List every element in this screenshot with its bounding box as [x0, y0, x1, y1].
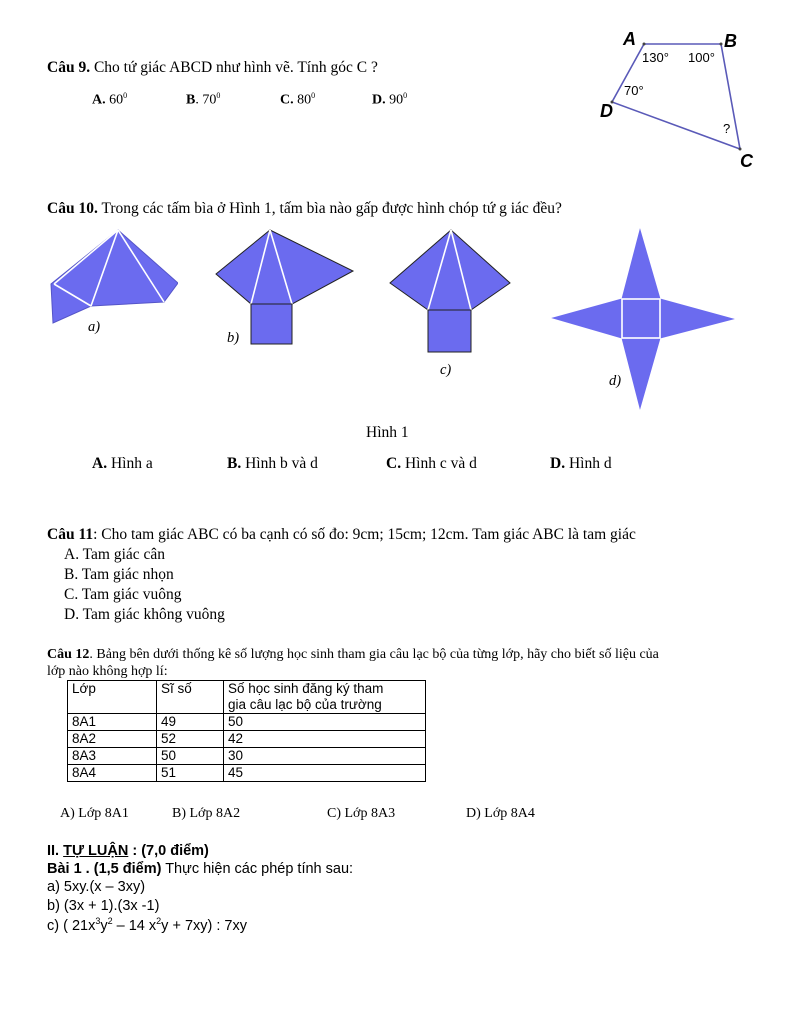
q11-option-d: D. Tam giác không vuông: [64, 606, 225, 623]
q11-option-b: B. Tam giác nhọn: [64, 566, 174, 583]
vertex-b-label: B: [724, 31, 737, 51]
question-12: [47, 646, 659, 680]
item-c-part-3: – 14 x: [112, 917, 157, 934]
q9-option-b: [186, 91, 220, 109]
q11-option-c: C. Tam giác vuông: [64, 586, 182, 603]
q10-option-d-letter: D.: [550, 455, 566, 472]
question-10-label: Câu 10.: [47, 200, 98, 217]
question-11-text: : Cho tam giác ABC có ba cạnh có số đo: 9cm; 15cm; 12cm. Tam giác ABC là tam giác: [93, 526, 636, 543]
net-a-figure: [48, 228, 178, 328]
q10-option-c: [386, 454, 477, 474]
net-b-shape: [216, 230, 353, 344]
row-4-size: 51: [157, 765, 224, 782]
item-c-part-2: y: [100, 917, 108, 934]
table-row: [68, 765, 426, 782]
row-2-class: 8A2: [68, 731, 157, 748]
bai-1-item-c: [47, 916, 247, 934]
item-c-part-4: y + 7xy) : 7xy: [161, 917, 247, 934]
part-2-heading-prefix: II.: [47, 843, 64, 859]
bai-1-heading: [47, 861, 353, 877]
header-class: Lớp: [68, 681, 157, 714]
question-12-label: Câu 12: [47, 647, 90, 662]
bai-1-item-a: a) 5xy.(x – 3xy): [47, 879, 146, 895]
q10-option-c-text: Hình c và d: [404, 455, 477, 472]
q10-option-b-letter: B.: [227, 455, 242, 472]
header-class-size: Sĩ số: [157, 681, 224, 714]
bai-1-label: Bài 1 . (1,5 điểm): [47, 861, 162, 877]
q9-option-c-value: 80: [297, 92, 312, 108]
q9-option-d: [372, 91, 407, 109]
part-2-heading: [47, 843, 209, 859]
header-club-count: [224, 681, 426, 714]
q12-option-c: C) Lớp 8A3: [327, 806, 396, 821]
item-c-exp-1: 3: [95, 916, 101, 926]
question-12-text-line1: . Bảng bên dưới thống kê số lượng học sinh tham gia câu lạc bộ của từng lớp, hãy cho biết số liệu của: [89, 647, 659, 662]
row-3-count: 30: [224, 748, 426, 765]
angle-c-unknown: ?: [723, 121, 731, 136]
vertex-a-label: A: [623, 29, 636, 49]
q9-option-a: [92, 91, 127, 109]
q10-option-b-text: Hình b và d: [245, 455, 318, 472]
header-club-count-line1: Số học sinh đăng ký tham: [228, 681, 384, 696]
q9-option-b-letter: B: [186, 92, 196, 108]
row-2-count: 42: [224, 731, 426, 748]
angle-a-label: 130°: [642, 50, 669, 65]
net-c-figure: [387, 228, 513, 356]
net-d-figure: [550, 228, 736, 410]
net-d-caption: d): [609, 373, 622, 389]
table-row: [68, 731, 426, 748]
row-3-size: 50: [157, 748, 224, 765]
bai-1-item-b: b) (3x + 1).(3x -1): [47, 898, 160, 914]
q11-option-a: A. Tam giác cân: [64, 546, 166, 563]
bai-1-text: Thực hiện các phép tính sau:: [161, 861, 354, 877]
q12-option-d: D) Lớp 8A4: [466, 806, 535, 821]
q9-option-b-value: . 70: [195, 92, 217, 108]
row-1-size: 49: [157, 714, 224, 731]
q9-option-a-value: 60: [109, 92, 124, 108]
figure-1-title: Hình 1: [366, 424, 409, 441]
q10-option-d-text: Hình d: [568, 455, 612, 472]
net-a-shape: [51, 230, 178, 323]
vertex-c-label: C: [740, 151, 753, 171]
net-d-shape: [553, 230, 733, 408]
q10-option-b: [227, 454, 318, 474]
item-c-exp-2: 2: [107, 916, 113, 926]
question-10-text: Trong các tấm bìa ở Hình 1, tấm bìa nào gấp được hình chóp tứ g iác đều?: [101, 200, 562, 217]
header-club-count-line2: gia câu lạc bộ của trường: [228, 697, 382, 712]
table-row: [68, 748, 426, 765]
table-header-row: [68, 681, 426, 714]
q9-option-c-sup: 0: [311, 91, 316, 100]
row-1-class: 8A1: [68, 714, 157, 731]
vertex-d-label: D: [600, 101, 613, 121]
angle-d-label: 70°: [624, 83, 644, 98]
question-11-label: Câu 11: [47, 526, 94, 543]
net-c-shape: [390, 230, 510, 352]
q12-option-b: B) Lớp 8A2: [172, 806, 241, 821]
row-3-class: 8A3: [68, 748, 157, 765]
q9-option-c: [280, 91, 315, 109]
q9-option-b-sup: 0: [216, 91, 221, 100]
row-4-class: 8A4: [68, 765, 157, 782]
q10-option-a-text: Hình a: [110, 455, 153, 472]
item-c-part-1: c) ( 21x: [47, 917, 96, 934]
question-12-text-line2: lớp nào không hợp lí:: [47, 664, 168, 679]
item-c-exp-3: 2: [156, 916, 162, 926]
q12-option-a: A) Lớp 8A1: [60, 806, 129, 821]
question-10: [47, 199, 562, 219]
question-9-label: Câu 9.: [47, 59, 91, 76]
question-11: [47, 525, 636, 545]
q9-option-d-value: 90: [389, 92, 404, 108]
table-row: [68, 714, 426, 731]
angle-b-label: 100°: [688, 50, 715, 65]
row-1-count: 50: [224, 714, 426, 731]
net-c-caption: c): [440, 362, 452, 378]
vertex-a-dot: [643, 43, 646, 46]
q9-option-d-sup: 0: [403, 91, 408, 100]
row-4-count: 45: [224, 765, 426, 782]
q9-option-a-letter: A.: [92, 92, 106, 108]
vertex-b-dot: [720, 43, 723, 46]
q9-option-a-sup: 0: [123, 91, 128, 100]
question-9-text: Cho tứ giác ABCD như hình vẽ. Tính góc C ?: [93, 59, 378, 76]
part-2-heading-underlined: TỰ LUẬN: [63, 843, 129, 859]
question-9: [47, 58, 378, 78]
row-2-size: 52: [157, 731, 224, 748]
club-stats-table: [67, 680, 426, 782]
part-2-heading-suffix: : (7,0 điểm): [128, 843, 209, 859]
q10-option-a: [92, 454, 153, 474]
q9-option-d-letter: D.: [372, 92, 386, 108]
q9-option-c-letter: C.: [280, 92, 294, 108]
quadrilateral-figure: [590, 25, 770, 175]
q10-option-c-letter: C.: [386, 455, 402, 472]
net-a-caption: a): [88, 319, 101, 335]
net-b-caption: b): [227, 330, 240, 346]
q10-option-a-letter: A.: [92, 455, 108, 472]
q10-option-d: [550, 454, 612, 474]
